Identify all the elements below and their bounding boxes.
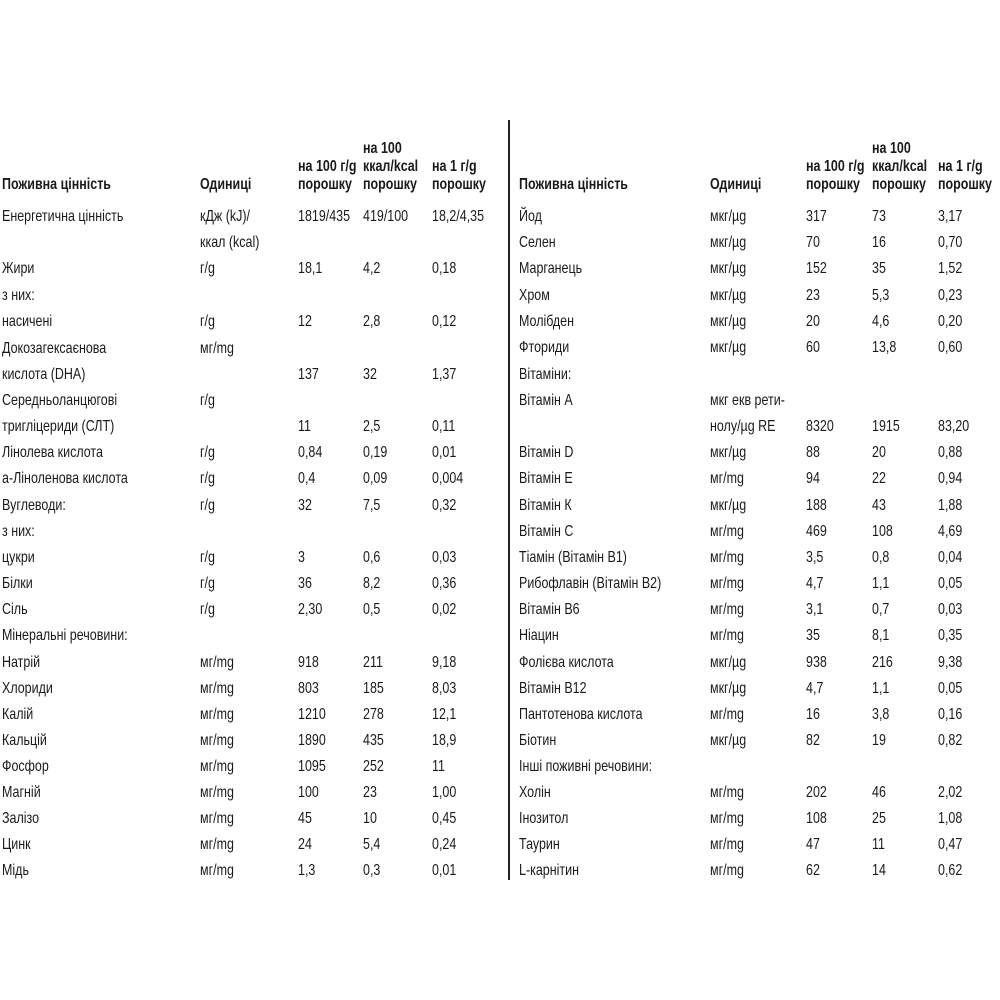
- value-per-100kcal: 1,1: [872, 575, 890, 592]
- nutrient-units: мкг/µg: [710, 497, 747, 514]
- value-per-100g: 108: [806, 810, 827, 827]
- nutrient-units: мг/mg: [200, 784, 234, 801]
- value-per-1g: 8,03: [432, 680, 457, 697]
- nutrient-units: мг/mg: [200, 836, 234, 853]
- nutrient-name: Залізо: [2, 810, 40, 827]
- nutrient-units: мкг екв рети-: [710, 392, 785, 409]
- value-per-1g: 3,17: [938, 208, 963, 225]
- nutrient-units: г/g: [200, 470, 215, 487]
- header-per100g: на 100 г/g: [298, 158, 357, 175]
- value-per-100kcal: 73: [872, 208, 886, 225]
- value-per-100kcal: 13,8: [872, 339, 897, 356]
- value-per-1g: 1,88: [938, 497, 963, 514]
- value-per-1g: 0,03: [938, 601, 963, 618]
- nutrient-name: Вітамін D: [519, 444, 574, 461]
- value-per-100kcal: 11: [872, 836, 885, 853]
- value-per-100g: 938: [806, 654, 827, 671]
- nutrient-name: Білки: [2, 575, 33, 592]
- nutrient-name: Холін: [519, 784, 551, 801]
- header-per100g: порошку: [806, 176, 861, 193]
- value-per-100g: 100: [298, 784, 319, 801]
- value-per-100g: 82: [806, 732, 820, 749]
- nutrient-units: мкг/µg: [710, 680, 747, 697]
- value-per-100kcal: 108: [872, 523, 893, 540]
- header-per100kcal: ккал/kcal: [363, 158, 419, 175]
- nutrient-units: мг/mg: [200, 810, 234, 827]
- nutrient-name: тригліцериди (СЛТ): [2, 418, 115, 435]
- value-per-100kcal: 5,4: [363, 836, 381, 853]
- value-per-100g: 3,1: [806, 601, 824, 618]
- nutrient-units: мкг/µg: [710, 208, 747, 225]
- nutrient-name: Натрій: [2, 654, 41, 671]
- value-per-100kcal: 43: [872, 497, 886, 514]
- nutrient-name: Марганець: [519, 260, 583, 277]
- value-per-100kcal: 25: [872, 810, 886, 827]
- value-per-100g: 0,84: [298, 444, 323, 461]
- value-per-1g: 0,16: [938, 706, 963, 723]
- value-per-100kcal: 4,2: [363, 260, 381, 277]
- value-per-100g: 16: [806, 706, 820, 723]
- value-per-100kcal: 435: [363, 732, 384, 749]
- value-per-1g: 0,32: [432, 497, 457, 514]
- value-per-100kcal: 16: [872, 234, 886, 251]
- value-per-100g: 1095: [298, 758, 326, 775]
- nutrient-units: мг/mg: [710, 601, 744, 618]
- value-per-100kcal: 8,2: [363, 575, 381, 592]
- nutrient-name: з них:: [2, 287, 35, 304]
- value-per-1g: 0,004: [432, 470, 464, 487]
- value-per-100kcal: 211: [363, 654, 383, 671]
- nutrient-name: Мінеральні речовини:: [2, 627, 128, 644]
- value-per-100g: 152: [806, 260, 827, 277]
- nutrient-name: Жири: [2, 260, 35, 277]
- header-units: Одиниці: [200, 176, 252, 193]
- nutrient-name: Вітамін Е: [519, 470, 573, 487]
- nutrient-units: мкг/µg: [710, 732, 747, 749]
- nutrient-units: г/g: [200, 601, 215, 618]
- value-per-100g: 3,5: [806, 549, 824, 566]
- value-per-100g: 469: [806, 523, 827, 540]
- value-per-100g: 918: [298, 654, 319, 671]
- value-per-100kcal: 2,5: [363, 418, 381, 435]
- nutrient-name: Вітамін В12: [519, 680, 587, 697]
- nutrient-units: мг/mg: [710, 470, 744, 487]
- nutrient-units: мг/mg: [710, 706, 744, 723]
- value-per-100kcal: 7,5: [363, 497, 381, 514]
- nutrient-name: L-карнітин: [519, 862, 579, 879]
- nutrient-units: ккал (kcal): [200, 234, 260, 251]
- nutrient-name: Ніацин: [519, 627, 559, 644]
- header-per100kcal: порошку: [363, 176, 418, 193]
- nutrient-name: a-Ліноленова кислота: [2, 470, 128, 487]
- value-per-1g: 0,24: [432, 836, 457, 853]
- nutrient-name: Селен: [519, 234, 556, 251]
- nutrient-units: г/g: [200, 575, 215, 592]
- header-nutrient: Поживна цінність: [519, 176, 628, 193]
- value-per-100kcal: 10: [363, 810, 377, 827]
- nutrient-units: мг/mg: [200, 706, 234, 723]
- value-per-100g: 24: [298, 836, 312, 853]
- nutrient-units: мкг/µg: [710, 287, 747, 304]
- value-per-100g: 94: [806, 470, 820, 487]
- value-per-1g: 83,20: [938, 418, 970, 435]
- value-per-100g: 12: [298, 313, 312, 330]
- nutrient-units: мг/mg: [710, 836, 744, 853]
- value-per-1g: 1,00: [432, 784, 457, 801]
- nutrient-name: насичені: [2, 313, 53, 330]
- nutrient-name: Інозитол: [519, 810, 569, 827]
- value-per-1g: 0,94: [938, 470, 963, 487]
- value-per-100g: 45: [298, 810, 312, 827]
- value-per-100kcal: 0,09: [363, 470, 388, 487]
- value-per-100kcal: 216: [872, 654, 893, 671]
- value-per-1g: 18,2/4,35: [432, 208, 485, 225]
- nutrient-units: мкг/µg: [710, 339, 747, 356]
- value-per-100g: 1,3: [298, 862, 316, 879]
- nutrient-units: мг/mg: [710, 862, 744, 879]
- value-per-100g: 2,30: [298, 601, 323, 618]
- nutrient-units: мг/mg: [710, 523, 744, 540]
- value-per-100g: 137: [298, 366, 319, 383]
- value-per-100g: 4,7: [806, 680, 824, 697]
- value-per-100kcal: 1,1: [872, 680, 890, 697]
- header-per1g: на 1 г/g: [432, 158, 477, 175]
- nutrient-units: мг/mg: [710, 549, 744, 566]
- value-per-1g: 12,1: [432, 706, 457, 723]
- value-per-1g: 0,47: [938, 836, 963, 853]
- nutrient-units: г/g: [200, 444, 215, 461]
- nutrient-name: Цинк: [2, 836, 31, 853]
- nutrient-units: мг/mg: [200, 654, 234, 671]
- value-per-1g: 11: [432, 758, 445, 775]
- value-per-100g: 23: [806, 287, 820, 304]
- value-per-1g: 18,9: [432, 732, 457, 749]
- value-per-100g: 18,1: [298, 260, 323, 277]
- nutrient-name: Таурин: [519, 836, 560, 853]
- value-per-100g: 1819/435: [298, 208, 351, 225]
- value-per-1g: 0,82: [938, 732, 963, 749]
- value-per-1g: 0,20: [938, 313, 963, 330]
- header-per100g: порошку: [298, 176, 353, 193]
- nutrient-units: кДж (kJ)/: [200, 208, 250, 225]
- value-per-1g: 4,69: [938, 523, 963, 540]
- nutrient-name: Вітамін С: [519, 523, 574, 540]
- nutrient-name: Енергетична цінність: [2, 208, 124, 225]
- nutrient-units: мг/mg: [710, 784, 744, 801]
- value-per-100g: 88: [806, 444, 820, 461]
- nutrient-units: мг/mg: [200, 862, 234, 879]
- value-per-1g: 0,62: [938, 862, 963, 879]
- value-per-100g: 35: [806, 627, 820, 644]
- value-per-100kcal: 2,8: [363, 313, 381, 330]
- header-per100kcal: ккал/kcal: [872, 158, 928, 175]
- nutrient-name: Сіль: [2, 601, 28, 618]
- nutrient-name: Докозагексаєнова: [2, 340, 107, 357]
- value-per-100g: 317: [806, 208, 827, 225]
- value-per-100kcal: 5,3: [872, 287, 890, 304]
- nutrient-name: Тіамін (Вітамін В1): [519, 549, 627, 566]
- nutrient-name: Фолієва кислота: [519, 654, 614, 671]
- value-per-100g: 1890: [298, 732, 326, 749]
- nutrient-name: кислота (DHA): [2, 366, 86, 383]
- nutrient-name: Хлориди: [2, 680, 53, 697]
- nutrient-name: Магній: [2, 784, 41, 801]
- header-per100kcal: на 100: [872, 140, 911, 157]
- nutrient-name: Пантотенова кислота: [519, 706, 643, 723]
- nutrient-name: Калій: [2, 706, 34, 723]
- value-per-100g: 62: [806, 862, 820, 879]
- nutrient-name: Середньоланцюгові: [2, 392, 118, 409]
- value-per-100kcal: 0,8: [872, 549, 890, 566]
- value-per-1g: 9,38: [938, 654, 963, 671]
- value-per-100g: 70: [806, 234, 820, 251]
- value-per-100g: 32: [298, 497, 312, 514]
- nutrient-units: г/g: [200, 392, 215, 409]
- nutrient-units: г/g: [200, 313, 215, 330]
- value-per-100kcal: 23: [363, 784, 377, 801]
- value-per-1g: 1,37: [432, 366, 457, 383]
- value-per-1g: 0,01: [432, 862, 457, 879]
- value-per-1g: 0,88: [938, 444, 963, 461]
- nutrient-units: мкг/µg: [710, 260, 747, 277]
- nutrient-name: Рибофлавін (Вітамін В2): [519, 575, 662, 592]
- value-per-100kcal: 1915: [872, 418, 900, 435]
- value-per-100kcal: 0,3: [363, 862, 381, 879]
- value-per-100g: 3: [298, 549, 305, 566]
- value-per-1g: 0,11: [432, 418, 456, 435]
- header-per100kcal: порошку: [872, 176, 927, 193]
- value-per-1g: 9,18: [432, 654, 457, 671]
- nutrient-name: Лінолева кислота: [2, 444, 103, 461]
- nutrient-name: Йод: [519, 208, 542, 225]
- nutrient-name: цукри: [2, 549, 35, 566]
- value-per-100kcal: 0,5: [363, 601, 381, 618]
- nutrient-name: Фториди: [519, 339, 570, 356]
- nutrient-name: Хром: [519, 287, 550, 304]
- value-per-100g: 60: [806, 339, 820, 356]
- nutrient-units: мкг/µg: [710, 444, 747, 461]
- header-per100kcal: на 100: [363, 140, 402, 157]
- value-per-100kcal: 0,6: [363, 549, 381, 566]
- nutrient-units: г/g: [200, 260, 215, 277]
- value-per-1g: 0,36: [432, 575, 457, 592]
- value-per-100kcal: 0,7: [872, 601, 890, 618]
- value-per-100kcal: 20: [872, 444, 886, 461]
- value-per-100g: 188: [806, 497, 827, 514]
- nutrient-name: Кальцій: [2, 732, 47, 749]
- value-per-100g: 8320: [806, 418, 834, 435]
- nutrient-name: Вітамін К: [519, 497, 572, 514]
- value-per-100kcal: 4,6: [872, 313, 890, 330]
- header-per1g: порошку: [938, 176, 993, 193]
- value-per-100g: 803: [298, 680, 319, 697]
- nutrient-units: мг/mg: [200, 732, 234, 749]
- nutrient-units: г/g: [200, 497, 215, 514]
- value-per-100g: 4,7: [806, 575, 824, 592]
- value-per-100g: 202: [806, 784, 827, 801]
- header-nutrient: Поживна цінність: [2, 176, 111, 193]
- value-per-1g: 0,03: [432, 549, 457, 566]
- nutrient-units: мг/mg: [710, 627, 744, 644]
- value-per-100kcal: 8,1: [872, 627, 890, 644]
- value-per-100kcal: 3,8: [872, 706, 890, 723]
- value-per-1g: 0,12: [432, 313, 457, 330]
- value-per-100kcal: 0,19: [363, 444, 388, 461]
- header-per1g: порошку: [432, 176, 487, 193]
- value-per-1g: 0,45: [432, 810, 457, 827]
- value-per-100g: 47: [806, 836, 820, 853]
- value-per-1g: 0,05: [938, 575, 963, 592]
- value-per-100g: 36: [298, 575, 312, 592]
- nutrient-name: Вітамін В6: [519, 601, 580, 618]
- value-per-100kcal: 46: [872, 784, 886, 801]
- value-per-1g: 0,02: [432, 601, 457, 618]
- value-per-100kcal: 22: [872, 470, 886, 487]
- nutrient-units: мкг/µg: [710, 654, 747, 671]
- column-divider: [508, 120, 510, 880]
- nutrient-name: Біотин: [519, 732, 557, 749]
- nutrient-units: г/g: [200, 549, 215, 566]
- nutrient-name: Фосфор: [2, 758, 49, 775]
- nutrient-units: мг/mg: [200, 758, 234, 775]
- value-per-1g: 2,02: [938, 784, 963, 801]
- value-per-100kcal: 19: [872, 732, 886, 749]
- nutrient-units: нолу/µg RE: [710, 418, 776, 435]
- nutrient-name: з них:: [2, 523, 35, 540]
- value-per-100kcal: 32: [363, 366, 377, 383]
- value-per-1g: 0,70: [938, 234, 963, 251]
- nutrient-units: мг/mg: [710, 810, 744, 827]
- value-per-1g: 0,60: [938, 339, 963, 356]
- nutrient-name: Вуглеводи:: [2, 497, 66, 514]
- nutrient-name: Молібден: [519, 313, 574, 330]
- value-per-1g: 0,18: [432, 260, 457, 277]
- value-per-1g: 0,01: [432, 444, 457, 461]
- nutrient-units: мг/mg: [710, 575, 744, 592]
- value-per-100kcal: 185: [363, 680, 384, 697]
- value-per-100g: 1210: [298, 706, 326, 723]
- value-per-1g: 0,23: [938, 287, 963, 304]
- value-per-100kcal: 35: [872, 260, 886, 277]
- value-per-100kcal: 14: [872, 862, 886, 879]
- value-per-100kcal: 278: [363, 706, 384, 723]
- header-units: Одиниці: [710, 176, 762, 193]
- value-per-1g: 1,08: [938, 810, 963, 827]
- nutrient-name: Вітаміни:: [519, 366, 572, 383]
- nutrient-units: мкг/µg: [710, 234, 747, 251]
- value-per-100g: 20: [806, 313, 820, 330]
- nutrient-name: Мідь: [2, 862, 29, 879]
- value-per-100g: 11: [298, 418, 311, 435]
- nutrient-name: Інші поживні речовини:: [519, 758, 653, 775]
- nutrient-units: мг/mg: [200, 680, 234, 697]
- value-per-1g: 0,05: [938, 680, 963, 697]
- nutrient-units: мкг/µg: [710, 313, 747, 330]
- value-per-100kcal: 419/100: [363, 208, 409, 225]
- value-per-1g: 1,52: [938, 260, 963, 277]
- nutrient-units: мг/mg: [200, 340, 234, 357]
- header-per1g: на 1 г/g: [938, 158, 983, 175]
- header-per100g: на 100 г/g: [806, 158, 865, 175]
- value-per-100kcal: 252: [363, 758, 384, 775]
- value-per-1g: 0,04: [938, 549, 963, 566]
- value-per-100g: 0,4: [298, 470, 316, 487]
- value-per-1g: 0,35: [938, 627, 963, 644]
- nutrient-name: Вітамін А: [519, 392, 573, 409]
